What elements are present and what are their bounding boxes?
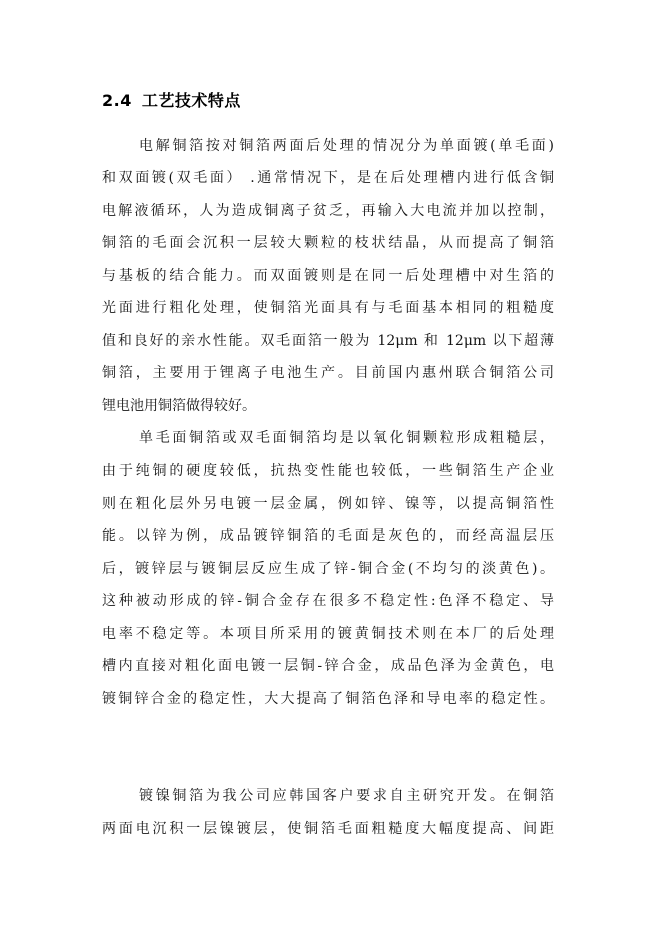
paragraph1-line: 光面进行粗化处理，使铜箔光面具有与毛面基本相同的粗糙度 [102,300,554,316]
paragraph2-line: 则在粗化层外另电镀一层金属，例如锌、镍等，以提高铜箔性 [102,496,554,512]
section-title: 工艺技术特点 [141,91,241,110]
paragraph2-line: 这种被动形成的锌-铜合金存在很多不稳定性:色泽不稳定、导 [102,593,554,609]
paragraph1-line: 值和良好的亲水性能。双毛面箔一般为 12μm 和 12μm 以下超薄 [102,333,554,349]
paragraph1-line: 电解液循环，人为造成铜离子贫乏，再输入大电流并加以控制， [102,203,554,219]
paragraph2-line: 槽内直接对粗化面电镀一层铜-锌合金，成品色泽为金黄色，电 [102,658,554,674]
paragraph1-line: 电解铜箔按对铜箔两面后处理的情况分为单面镀(单毛面) [139,138,554,154]
paragraph3-line: 镀镍铜箔为我公司应韩国客户要求自主研究开发。在铜箔 [139,788,554,804]
paragraph2-line: 电率不稳定等。本项目所采用的镀黄铜技术则在本厂的后处理 [102,626,554,642]
paragraph1-line: 与基板的结合能力。而双面镀则是在同一后处理槽中对生箔的 [102,268,554,284]
paragraph1-line: 锂电池用铜箔做得较好。 [102,398,256,414]
section-number: 2.4 [102,91,132,110]
paragraph2-line: 后，镀锌层与镀铜层反应生成了锌-铜合金(不均匀的淡黄色)。 [102,561,554,577]
paragraph1-line: 铜箔的毛面会沉积一层较大颗粒的枝状结晶，从而提高了铜箔 [102,235,554,251]
paragraph2-line: 由于纯铜的硬度较低，抗热变性能也较低，一些铜箔生产企业 [102,463,554,479]
paragraph2-line: 能。以锌为例，成品镀锌铜箔的毛面是灰色的，而经高温层压 [102,528,554,544]
paragraph2-line: 单毛面铜箔或双毛面铜箔均是以氧化铜颗粒形成粗糙层， [139,430,554,446]
paragraph1-line: 铜箔，主要用于锂离子电池生产。目前国内惠州联合铜箔公司 [102,365,554,381]
paragraph3-line: 两面电沉积一层镍镀层，使铜箔毛面粗糙度大幅度提高、间距 [102,821,554,837]
section-heading [102,88,241,111]
paragraph1-line: 和双面镀(双毛面） .通常情况下，是在后处理槽内进行低含铜 [102,170,554,186]
paragraph2-line: 镀铜锌合金的稳定性，大大提高了铜箔色泽和导电率的稳定性。 [102,691,554,707]
